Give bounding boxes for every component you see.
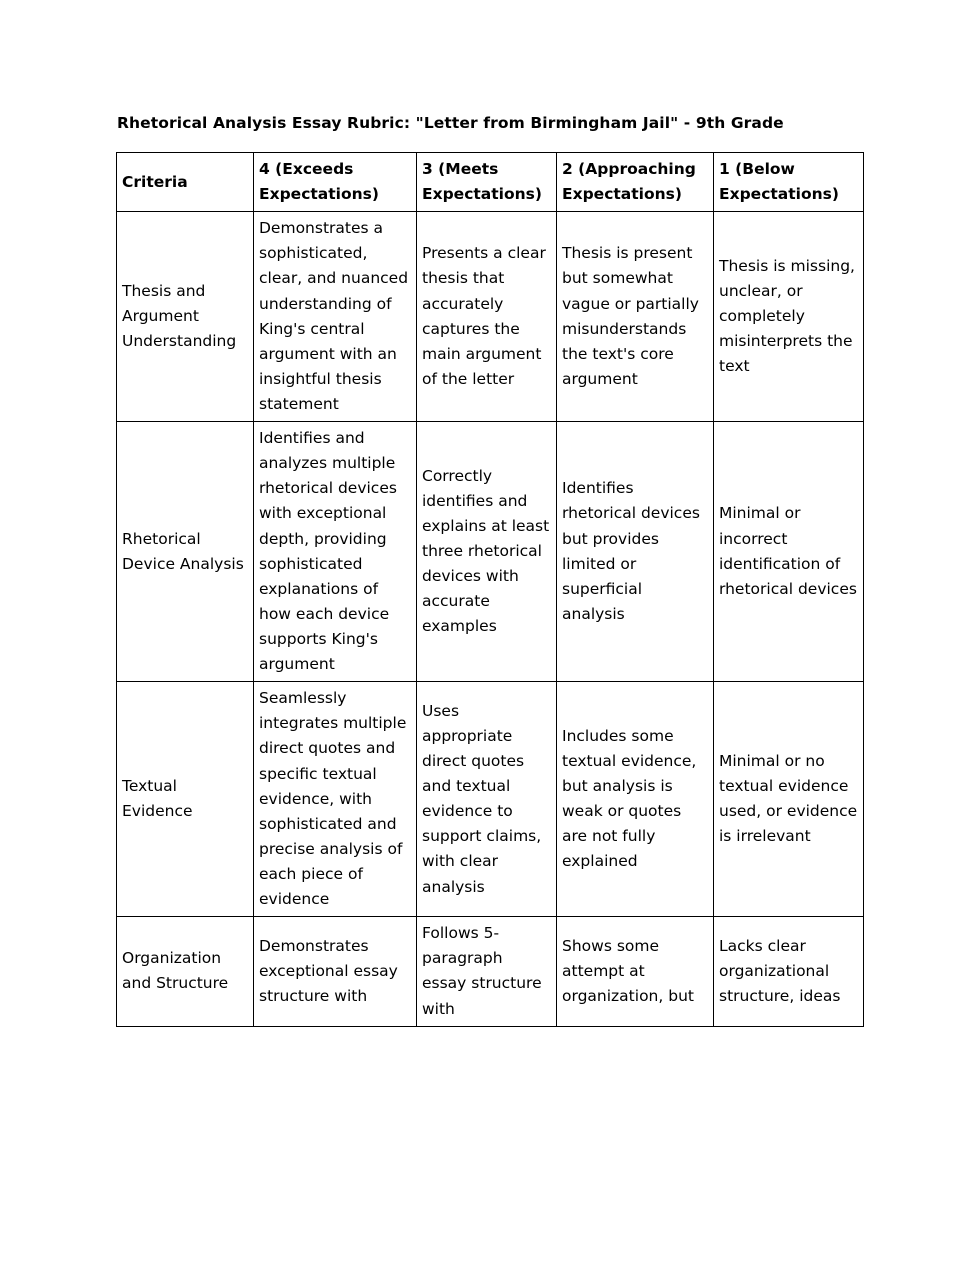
cell-rhetorical-level-3: Correctly identifies and explains at least three rhetorical devices with accurate examples (417, 422, 557, 682)
cell-organization-level-2: Shows some attempt at organization, but (557, 917, 714, 1026)
cell-organization-level-1: Lacks clear organizational structure, ideas (714, 917, 864, 1026)
row-criteria-thesis: Thesis and Argument Understanding (117, 212, 254, 422)
column-header-level-3: 3 (Meets Expectations) (417, 153, 557, 212)
cell-thesis-level-2: Thesis is present but somewhat vague or partially misunderstands the text's core argument (557, 212, 714, 422)
rubric-table-container (116, 152, 863, 1027)
rubric-table (116, 152, 864, 1027)
cell-evidence-level-4: Seamlessly integrates multiple direct quotes and specific textual evidence, with sophisticated and precise analysis of each piece of evidence (254, 682, 417, 917)
column-header-level-2: 2 (Approaching Expectations) (557, 153, 714, 212)
cell-thesis-level-3: Presents a clear thesis that accurately captures the main argument of the letter (417, 212, 557, 422)
table-row (117, 682, 864, 917)
cell-rhetorical-level-4: Identifies and analyzes multiple rhetorical devices with exceptional depth, providing sophisticated explanations of how each device supports King's argument (254, 422, 417, 682)
cell-thesis-level-4: Demonstrates a sophisticated, clear, and nuanced understanding of King's central argument with an insightful thesis statement (254, 212, 417, 422)
table-row (117, 917, 864, 1026)
table-row (117, 212, 864, 422)
column-header-level-4: 4 (Exceeds Expectations) (254, 153, 417, 212)
table-header-row (117, 153, 864, 212)
cell-rhetorical-level-2: Identifies rhetorical devices but provides limited or superficial analysis (557, 422, 714, 682)
cell-rhetorical-level-1: Minimal or incorrect identification of rhetorical devices (714, 422, 864, 682)
cell-organization-level-3: Follows 5-paragraph essay structure with (417, 917, 557, 1026)
row-criteria-textual-evidence: Textual Evidence (117, 682, 254, 917)
cell-organization-level-4: Demonstrates exceptional essay structure with (254, 917, 417, 1026)
cell-evidence-level-1: Minimal or no textual evidence used, or evidence is irrelevant (714, 682, 864, 917)
row-criteria-rhetorical-device: Rhetorical Device Analysis (117, 422, 254, 682)
column-header-criteria: Criteria (117, 153, 254, 212)
column-header-level-1: 1 (Below Expectations) (714, 153, 864, 212)
row-criteria-organization: Organization and Structure (117, 917, 254, 1026)
page-title: Rhetorical Analysis Essay Rubric: "Letter from Birmingham Jail" - 9th Grade (117, 114, 784, 132)
table-row (117, 422, 864, 682)
cell-evidence-level-2: Includes some textual evidence, but analysis is weak or quotes are not fully explained (557, 682, 714, 917)
cell-thesis-level-1: Thesis is missing, unclear, or completely misinterprets the text (714, 212, 864, 422)
page-bottom-mask (0, 1136, 979, 1266)
cell-evidence-level-3: Uses appropriate direct quotes and textual evidence to support claims, with clear analysis (417, 682, 557, 917)
